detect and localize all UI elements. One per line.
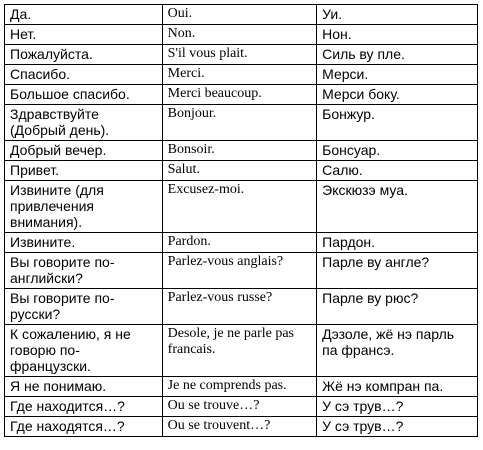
french-phrase-cell: Parlez-vous russe? (162, 289, 316, 325)
phrase-row (5, 253, 478, 289)
french-phrase-cell: Parlez-vous anglais? (162, 253, 316, 289)
transcription-cell: Бонсуар. (317, 141, 478, 161)
transcription-cell: Мерси. (317, 65, 478, 85)
transcription-cell: Бонжур. (317, 105, 478, 141)
transcription-cell: У сэ трув…? (317, 397, 478, 417)
french-phrase-cell: Salut. (162, 161, 316, 181)
french-phrase-cell: Bonsoir. (162, 141, 316, 161)
transcription-cell: Жё нэ компран па. (317, 377, 478, 397)
phrase-row (5, 105, 478, 141)
phrase-row (5, 45, 478, 65)
transcription-cell: Дэзоле, жё нэ парль па франсэ. (317, 325, 478, 377)
russian-phrase-cell: Привет. (5, 161, 163, 181)
phrase-row (5, 377, 478, 397)
phrase-row (5, 181, 478, 233)
transcription-cell: Экскюзэ муа. (317, 181, 478, 233)
french-phrase-cell: Merci beaucoup. (162, 85, 316, 105)
transcription-cell: Парле ву англе? (317, 253, 478, 289)
phrase-row (5, 65, 478, 85)
french-phrase-cell: Desole, je ne parle pas francais. (162, 325, 316, 377)
french-phrase-cell: Oui. (162, 5, 316, 25)
phrasebook-table (4, 4, 478, 437)
russian-phrase-cell: Вы говорите по-русски? (5, 289, 163, 325)
phrase-row (5, 325, 478, 377)
phrase-row (5, 289, 478, 325)
russian-phrase-cell: К сожалению, я не говорю по-французски. (5, 325, 163, 377)
french-phrase-cell: Je ne comprends pas. (162, 377, 316, 397)
transcription-cell: У сэ трув…? (317, 417, 478, 437)
russian-phrase-cell: Нет. (5, 25, 163, 45)
transcription-cell: Мерси боку. (317, 85, 478, 105)
phrase-row (5, 85, 478, 105)
russian-phrase-cell: Я не понимаю. (5, 377, 163, 397)
transcription-cell: Нон. (317, 25, 478, 45)
russian-phrase-cell: Добрый вечер. (5, 141, 163, 161)
phrase-row (5, 141, 478, 161)
russian-phrase-cell: Где находятся…? (5, 417, 163, 437)
phrasebook-body (5, 5, 478, 437)
phrase-row (5, 5, 478, 25)
french-phrase-cell: Ou se trouve…? (162, 397, 316, 417)
phrase-row (5, 161, 478, 181)
french-phrase-cell: Non. (162, 25, 316, 45)
french-phrase-cell: S'il vous plait. (162, 45, 316, 65)
transcription-cell: Уи. (317, 5, 478, 25)
french-phrase-cell: Ou se trouvent…? (162, 417, 316, 437)
transcription-cell: Пардон. (317, 233, 478, 253)
phrase-row (5, 417, 478, 437)
russian-phrase-cell: Извините (для привлечения внимания). (5, 181, 163, 233)
russian-phrase-cell: Где находится…? (5, 397, 163, 417)
french-phrase-cell: Bonjour. (162, 105, 316, 141)
russian-phrase-cell: Большое спасибо. (5, 85, 163, 105)
phrase-row (5, 397, 478, 417)
phrase-row (5, 25, 478, 45)
french-phrase-cell: Excusez-moi. (162, 181, 316, 233)
phrase-row (5, 233, 478, 253)
transcription-cell: Силь ву пле. (317, 45, 478, 65)
french-phrase-cell: Merci. (162, 65, 316, 85)
transcription-cell: Парле ву рюс? (317, 289, 478, 325)
russian-phrase-cell: Здравствуйте (Добрый день). (5, 105, 163, 141)
russian-phrase-cell: Да. (5, 5, 163, 25)
transcription-cell: Салю. (317, 161, 478, 181)
french-phrase-cell: Pardon. (162, 233, 316, 253)
russian-phrase-cell: Извините. (5, 233, 163, 253)
russian-phrase-cell: Вы говорите по-английски? (5, 253, 163, 289)
russian-phrase-cell: Спасибо. (5, 65, 163, 85)
russian-phrase-cell: Пожалуйста. (5, 45, 163, 65)
